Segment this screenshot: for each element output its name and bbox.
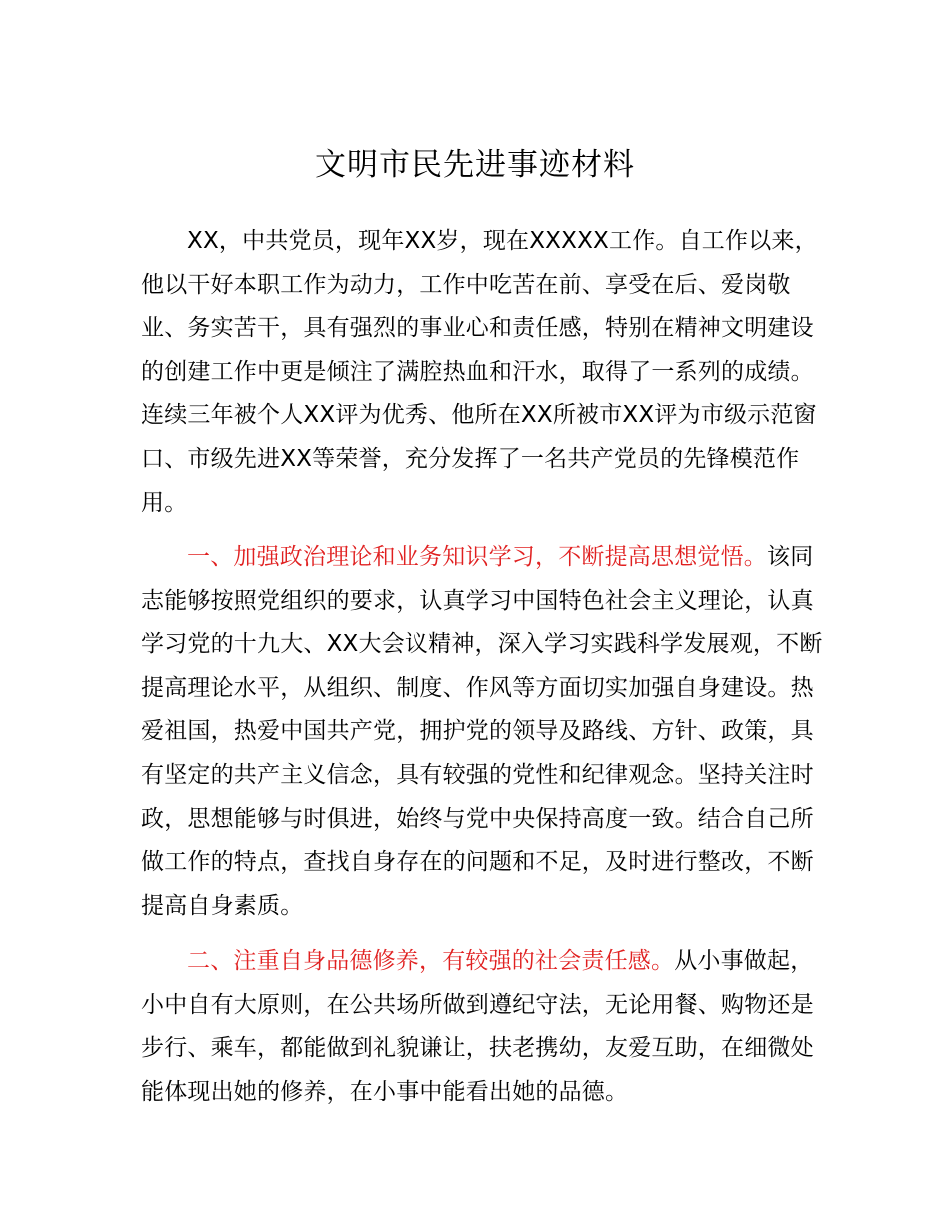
section-2-text: 从小事做起，小中自有大原则，在公共场所做到遵纪守法，无论用餐、购物还是步行、乘车，都能做到礼貌谦让，扶老携幼，友爱互助，在细微处能体现出她的修养，在小事中能看出她的品德。	[141, 948, 814, 1105]
section-1-heading: 一、加强政治理论和业务知识学习，不断提高思想觉悟。	[187, 544, 767, 570]
paragraph-section-1	[141, 536, 831, 928]
paragraph-intro-text: XX，中共党员，现年XX岁，现在XXXXX工作。自工作以来，他以干好本职工作为动力，工作中吃苦在前、享受在后、爱岗敬业、务实苦干，具有强烈的事业心和责任感，特别在精神文明建设的创建工作中更是倾注了满腔热血和汗水，取得了一系列的成绩。连续三年被个人XX评为优秀、他所在XX所被市XX评为市级示范窗口、市级先进XX等荣誉，充分发挥了一名共产党员的先锋模范作用。	[141, 228, 818, 516]
document-title: 文明市民先进事迹材料	[315, 147, 635, 183]
section-1-text: 该同志能够按照党组织的要求，认真学习中国特色社会主义理论，认真学习党的十九大、XX大会议精神，深入学习实践科学发展观，不断提高理论水平，从组织、制度、作风等方面切实加强自身建设。热爱祖国，热爱中国共产党，拥护党的领导及路线、方针、政策，具有坚定的共产主义信念，具有较强的党性和纪律观念。坚持关注时政，思想能够与时俱进，始终与党中央保持高度一致。结合自己所做工作的特点，查找自身存在的问题和不足，及时进行整改，不断提高自身素质。	[141, 544, 823, 919]
section-2-heading: 二、注重自身品德修养，有较强的社会责任感。	[187, 948, 675, 974]
paragraph-intro	[141, 220, 831, 525]
paragraph-section-2	[141, 940, 831, 1114]
